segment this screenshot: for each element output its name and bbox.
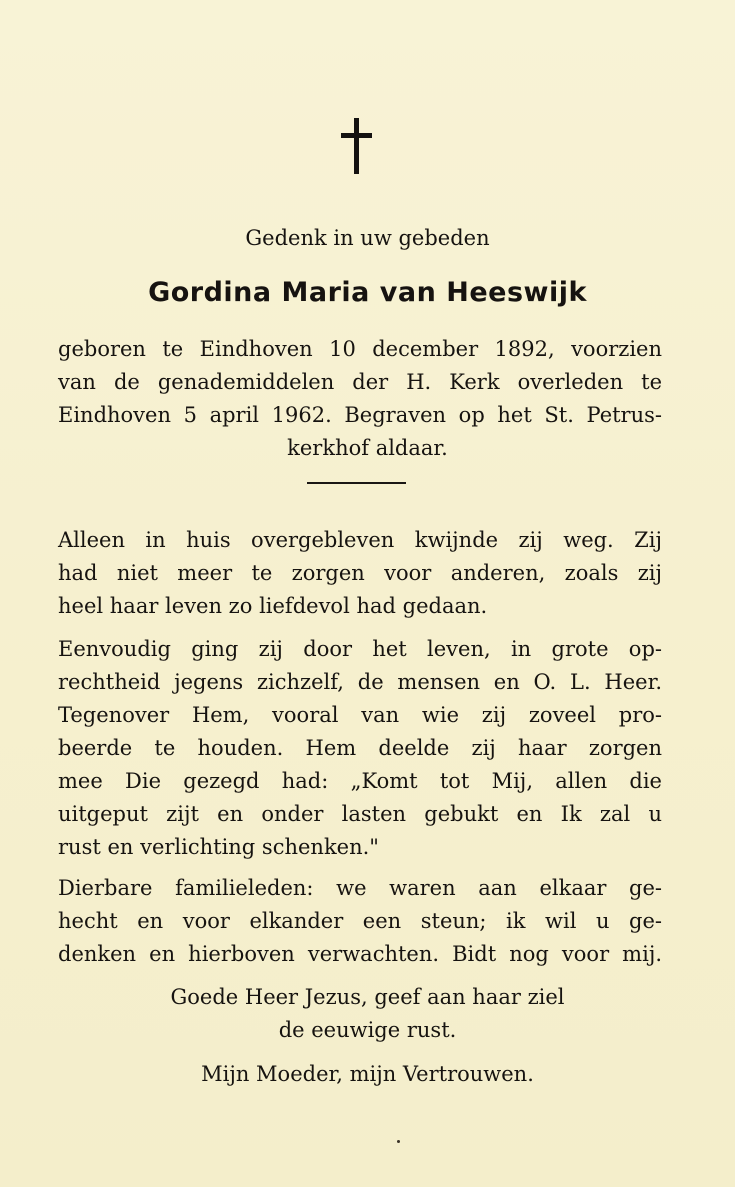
paragraph-line: Dierbare familieleden: we waren aan elkaar ge- <box>58 876 662 900</box>
paragraph-line: had niet meer te zorgen voor anderen, zoals zij <box>58 561 662 585</box>
paragraph-line: heel haar leven zo liefdevol had gedaan. <box>58 594 488 618</box>
cross-icon <box>339 118 375 176</box>
prayer-line: Goede Heer Jezus, geef aan haar ziel <box>170 985 565 1009</box>
paragraph-line: denken en hierboven verwachten. Bidt nog voor mij. <box>58 942 662 966</box>
paragraph-line: Eenvoudig ging zij door het leven, in grote op- <box>58 637 662 661</box>
prayer-line: de eeuwige rust. <box>278 1018 457 1042</box>
deceased-name: Gordina Maria van Heeswijk <box>148 277 587 308</box>
biography-line: Eindhoven 5 april 1962. Begraven op het St. Petrus- <box>58 403 662 427</box>
paragraph-line: Alleen in huis overgebleven kwijnde zij weg. Zij <box>58 528 662 552</box>
paragraph-line: beerde te houden. Hem deelde zij haar zorgen <box>58 736 662 760</box>
paragraph-line: mee Die gezegd had: „Komt tot Mij, allen die <box>58 769 662 793</box>
paragraph-line: hecht en voor elkander een steun; ik wil u ge- <box>58 909 662 933</box>
paragraph-line: uitgeput zijt en onder lasten gebukt en Ik zal u <box>58 802 662 826</box>
divider <box>307 482 406 484</box>
print-speck <box>397 1140 400 1143</box>
biography-line: kerkhof aldaar. <box>287 436 448 460</box>
paragraph-line: rust en verlichting schenken." <box>58 835 379 859</box>
paragraph-line: rechtheid jegens zichzelf, de mensen en O. L. Heer. <box>58 670 662 694</box>
intro-text: Gedenk in uw gebeden <box>245 226 490 250</box>
biography-line: geboren te Eindhoven 10 december 1892, voorzien <box>58 337 662 361</box>
paragraph-line: Tegenover Hem, vooral van wie zij zoveel pro- <box>58 703 662 727</box>
biography-line: van de genademiddelen der H. Kerk overleden te <box>58 370 662 394</box>
closing-text: Mijn Moeder, mijn Vertrouwen. <box>201 1062 534 1086</box>
